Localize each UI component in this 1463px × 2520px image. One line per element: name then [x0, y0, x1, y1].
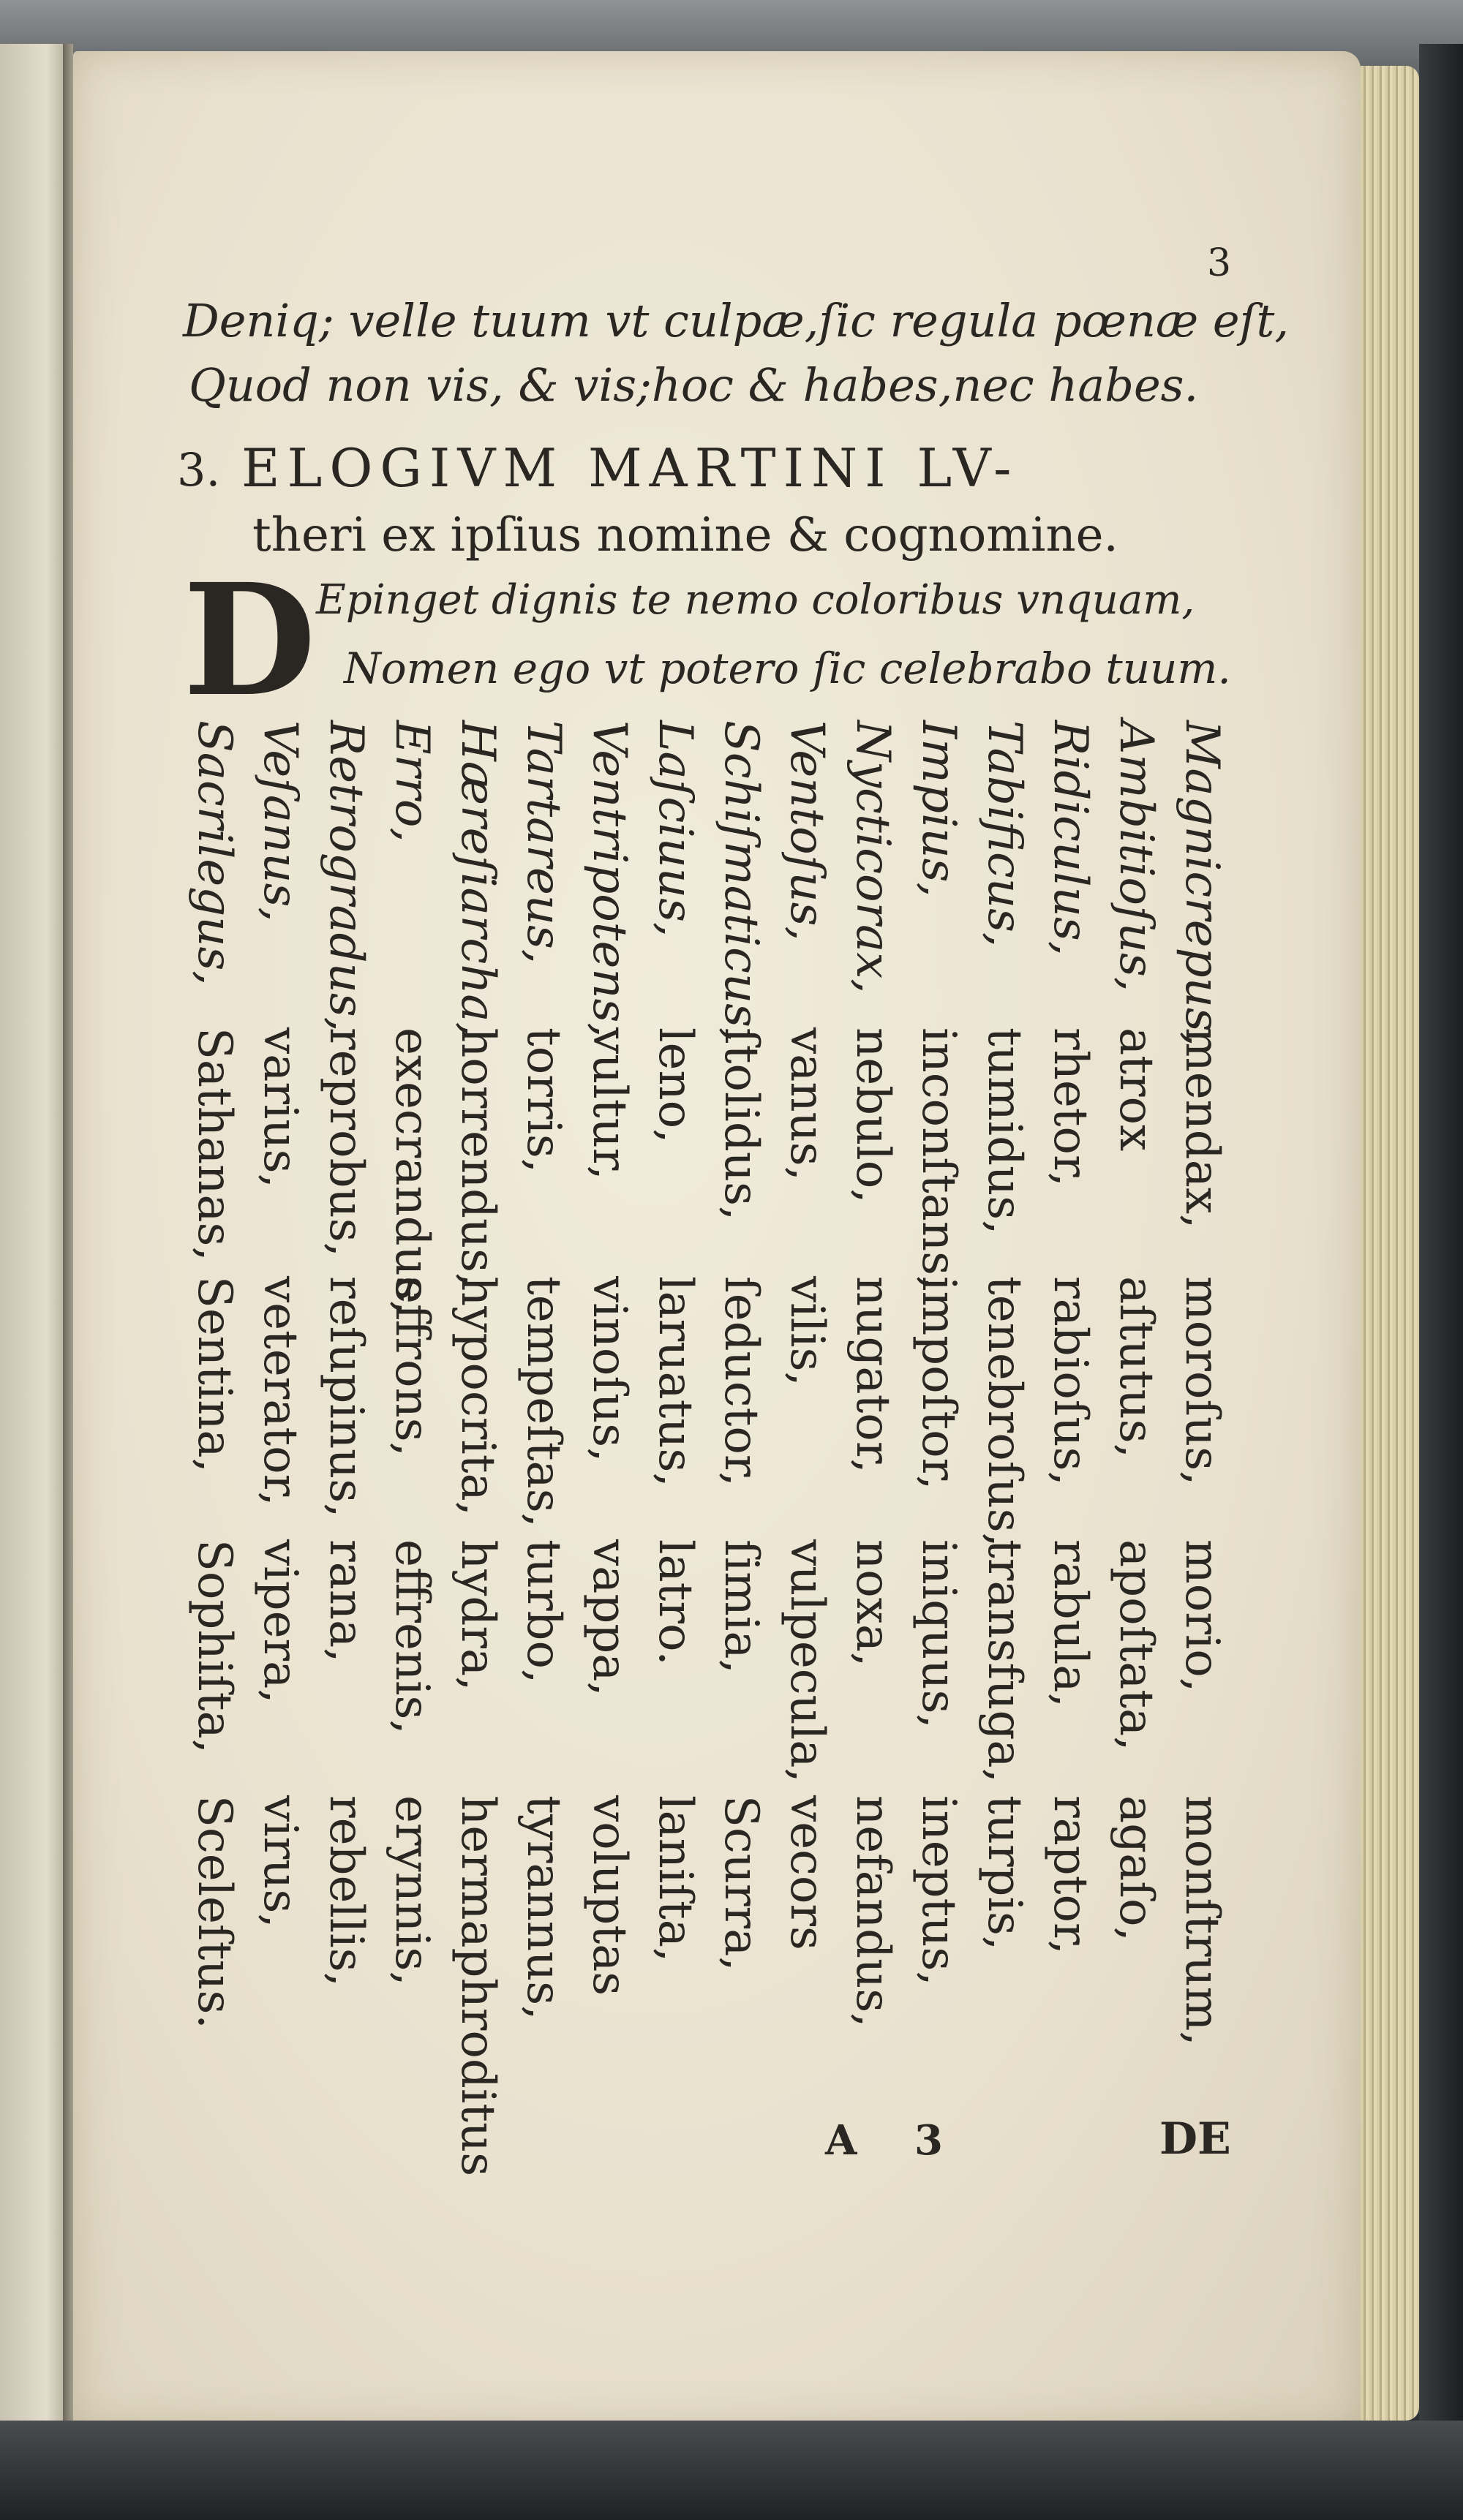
epithet-word: turbo,	[516, 1539, 571, 1684]
epithet-word: impoſtor,	[911, 1276, 966, 1490]
page-stack-edges	[1361, 66, 1419, 2421]
epithet-word: tenebroſus,	[977, 1276, 1031, 1547]
epithet-word: rabula,	[1043, 1539, 1097, 1708]
epithet-word: vanus,	[780, 1027, 834, 1181]
epithet-word: ineptus,	[911, 1795, 966, 1986]
epithet-row	[168, 720, 241, 2154]
epithet-word: Retrogradus,	[319, 720, 373, 1032]
epithet-word: atrox	[1109, 1027, 1163, 1152]
epithet-word: effrons,	[385, 1276, 439, 1457]
signature-number: 3	[914, 2116, 943, 2165]
epithet-word: agaſo,	[1109, 1795, 1163, 1942]
epithet-word: hermaphroditus	[451, 1795, 505, 2177]
epithet-row	[563, 720, 636, 2154]
epithet-word: tumidus,	[977, 1027, 1031, 1235]
epithet-word: Magnicrepus,	[1175, 720, 1229, 1047]
epithet-word: iniquus,	[911, 1539, 966, 1729]
epithet-word: aſtutus,	[1109, 1276, 1163, 1458]
verse-line: Nomen ego vt potero ſic celebrabo tuum.	[344, 644, 1231, 693]
epithet-word: Hæreſiarcha,	[451, 720, 505, 1037]
epithet-word: Erro,	[385, 720, 439, 842]
epithet-word: vilis,	[780, 1276, 834, 1387]
epithet-row	[1090, 720, 1163, 2154]
epithet-word: Laſciuus,	[648, 720, 702, 938]
epithet-word: reprobus,	[319, 1027, 373, 1257]
section-heading: ELOGIVM MARTINI LV-	[241, 437, 1019, 499]
epithet-row	[1156, 720, 1229, 2154]
book-gutter	[63, 44, 73, 2428]
epithet-word: Tartareus,	[516, 720, 571, 965]
epithet-word: tyrannus,	[516, 1795, 571, 2021]
epithet-word: turpis,	[977, 1795, 1031, 1951]
epithet-word: Sathanas,	[187, 1027, 241, 1261]
epithet-word: laniſta,	[648, 1795, 702, 1963]
epithet-row	[958, 720, 1031, 2154]
verse-line: Quod non vis, & vis;hoc & habes,nec habes.	[189, 358, 1199, 412]
epithet-word: vecors	[780, 1795, 834, 1950]
epithet-word: Ridiculus,	[1043, 720, 1097, 957]
epithet-word: ſimia,	[714, 1539, 768, 1674]
epithet-word: nebulo,	[846, 1027, 900, 1204]
epithet-row	[892, 720, 966, 2154]
epithet-word: ſeductor,	[714, 1276, 768, 1487]
epithet-word: leno,	[648, 1027, 702, 1144]
epithet-word: Sceleſtus.	[187, 1795, 241, 2029]
epithet-word: morio,	[1175, 1539, 1229, 1693]
epithet-row	[1024, 720, 1097, 2154]
epithet-word: Nycticorax,	[846, 720, 900, 994]
epithet-word: ſtolidus,	[714, 1027, 768, 1221]
facing-page-edge	[0, 44, 66, 2428]
epithet-word: effrenis,	[385, 1539, 439, 1735]
verse-line: Deniq; velle tuum vt culpæ,ſic regula pœnæ eſt,	[183, 294, 1290, 347]
epithet-word: vulpecula,	[780, 1539, 834, 1783]
epithet-word: rhetor,	[1043, 1027, 1097, 1187]
epithet-word: Tabificus,	[977, 720, 1031, 948]
epithet-word: rabioſus,	[1043, 1276, 1097, 1486]
epithet-word: virus,	[253, 1795, 307, 1928]
section-number: 3.	[177, 443, 221, 497]
epithet-word: nefandus,	[846, 1795, 900, 2028]
epithet-word: apoſtata,	[1109, 1539, 1163, 1751]
epithet-word: monſtrum,	[1175, 1795, 1229, 2046]
book-bottom-edge	[0, 2421, 1463, 2520]
epithet-word: veterator,	[253, 1276, 307, 1506]
epithet-row	[497, 720, 571, 2154]
epithet-word: vinoſus,	[582, 1276, 636, 1463]
epithet-word: Schiſmaticus,	[714, 720, 768, 1043]
epithet-row	[234, 720, 307, 2154]
epithet-row	[432, 720, 505, 2177]
epithet-row	[827, 720, 900, 2154]
epithet-word: hypocrita,	[451, 1276, 505, 1516]
epithet-word: Veſanus,	[253, 720, 307, 922]
epithet-word: vipera,	[253, 1539, 307, 1704]
epithet-word: voluptas	[582, 1795, 636, 1996]
epithet-word: Scurra,	[714, 1795, 768, 1972]
epithet-word: rebellis,	[319, 1795, 373, 1987]
epithet-row	[629, 720, 702, 2154]
signature-mark: A	[825, 2116, 857, 2165]
epithet-word: horrendus,	[451, 1027, 505, 1288]
catchword: DE	[1159, 2113, 1231, 2165]
epithet-row	[300, 720, 373, 2154]
drop-cap: D	[183, 550, 317, 731]
epithet-word: torris,	[516, 1027, 571, 1174]
epithet-word: Ambitioſus,	[1109, 720, 1163, 992]
epithet-word: execrandus,	[385, 1027, 439, 1316]
epithet-word: rana,	[319, 1539, 373, 1663]
section-subheading: theri ex ipſius nomine & cognomine.	[252, 508, 1118, 562]
epithet-row	[695, 720, 768, 2154]
epithet-word: nugator,	[846, 1276, 900, 1474]
epithet-word: transfuga,	[977, 1539, 1031, 1783]
epithet-row	[761, 720, 834, 2154]
epithet-word: Ventripotens,	[582, 720, 636, 1038]
epithet-word: Ventoſus,	[780, 720, 834, 941]
epithet-list	[161, 720, 1229, 2177]
epithet-word: hydra,	[451, 1539, 505, 1691]
epithet-word: varius,	[253, 1027, 307, 1188]
epithet-word: mendax,	[1175, 1027, 1229, 1229]
verse-line: Epinget dignis te nemo coloribus vnquam,	[316, 576, 1195, 624]
epithet-word: tempeſtas,	[516, 1276, 571, 1528]
epithet-word: Impius,	[911, 720, 966, 897]
epithet-word: laruatus,	[648, 1276, 702, 1487]
epithet-word: raptor,	[1043, 1795, 1097, 1955]
epithet-word: noxa,	[846, 1539, 900, 1667]
epithet-word: vappa,	[582, 1539, 636, 1697]
epithet-word: erynnis,	[385, 1795, 439, 1986]
epithet-word: Sacrilegus,	[187, 720, 241, 986]
epithet-word: Sophiſta,	[187, 1539, 241, 1754]
epithet-row	[366, 720, 439, 2154]
epithet-word: Sentina,	[187, 1276, 241, 1473]
epithet-word: vultur,	[582, 1027, 636, 1180]
book-cover-edge	[1419, 44, 1463, 2457]
epithet-word: reſupinus,	[319, 1276, 373, 1518]
epithet-word: moroſus,	[1175, 1276, 1229, 1486]
epithet-word: inconſtans,	[911, 1027, 966, 1291]
epithet-word: latro.	[648, 1539, 702, 1666]
page-number: 3	[1207, 241, 1232, 285]
